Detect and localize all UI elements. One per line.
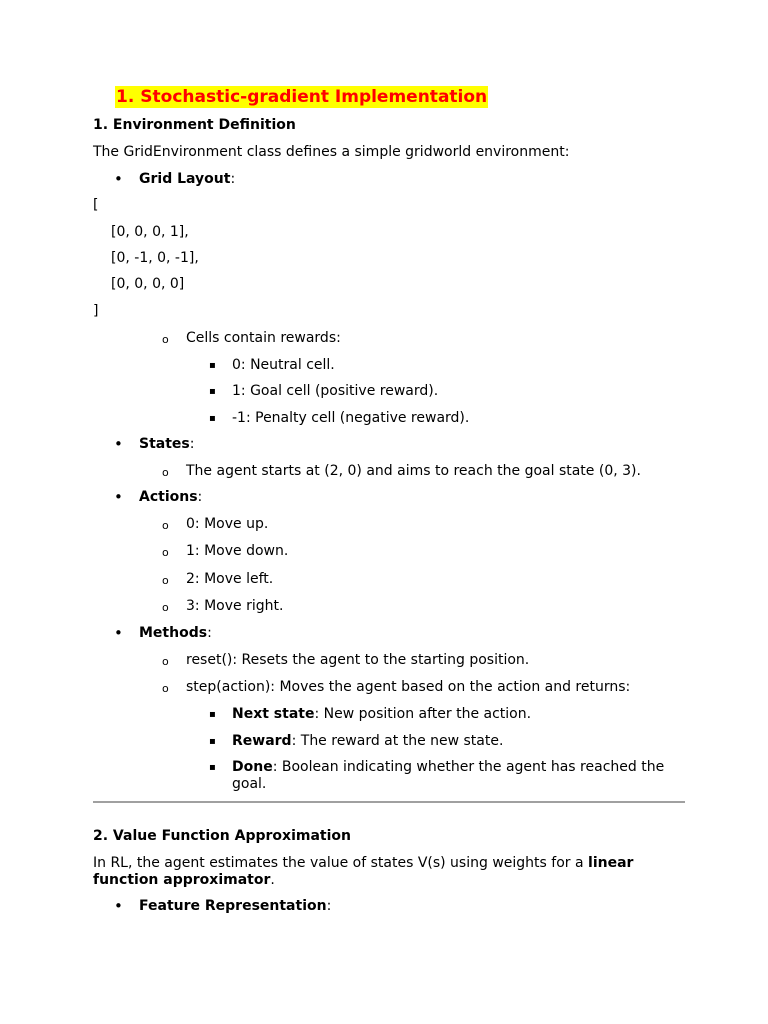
list-item: 0: Move up.: [186, 516, 269, 532]
return-text: : Boolean indicating whether the agent has reached the: [272, 759, 665, 775]
title-text: Stochastic-gradient Implementation: [140, 87, 488, 107]
grid-row: [0, 0, 0, 1],: [111, 224, 189, 240]
section-heading-value-function: 2. Value Function Approximation: [93, 828, 351, 844]
bullet-square: ▪: [209, 736, 216, 747]
grid-row: [0, 0, 0, 0]: [111, 276, 185, 292]
feature-label: Feature Representation: [139, 898, 327, 914]
horizontal-divider: [93, 801, 685, 803]
colon: :: [326, 898, 332, 914]
list-item-continuation: goal.: [232, 776, 267, 792]
states-label: States: [139, 436, 190, 452]
states-item: [139, 436, 194, 453]
bullet-circle: o: [162, 466, 169, 479]
methods-item: [139, 625, 212, 642]
bullet-circle: o: [162, 682, 169, 695]
return-label: Done: [232, 759, 273, 775]
return-label: Next state: [232, 706, 315, 722]
actions-item: [139, 489, 202, 506]
return-label: Reward: [232, 733, 292, 749]
list-item: [232, 733, 503, 750]
intro-bold: linear: [588, 855, 634, 871]
bullet-circle: o: [162, 655, 169, 668]
bullet-circle: o: [162, 519, 169, 532]
bullet-disc: •: [114, 170, 123, 188]
grid-layout-item: [139, 171, 235, 188]
bullet-disc: •: [114, 897, 123, 915]
list-item: -1: Penalty cell (negative reward).: [232, 410, 470, 426]
bullet-square: ▪: [209, 413, 216, 424]
return-text: : The reward at the new state.: [291, 733, 504, 749]
list-item: 1: Move down.: [186, 543, 289, 559]
section-intro: The GridEnvironment class defines a simple gridworld environment:: [93, 144, 570, 160]
bullet-circle: o: [162, 574, 169, 587]
bullet-disc: •: [114, 624, 123, 642]
list-item: reset(): Resets the agent to the starting position.: [186, 652, 530, 668]
list-item: 1: Goal cell (positive reward).: [232, 383, 439, 399]
bullet-square: ▪: [209, 360, 216, 371]
list-item: [232, 706, 531, 723]
list-item: 2: Move left.: [186, 571, 274, 587]
section2-intro-line1: [93, 855, 633, 872]
grid-layout-label: Grid Layout: [139, 171, 231, 187]
bullet-square: ▪: [209, 762, 216, 773]
cells-contain-text: Cells contain rewards:: [186, 330, 341, 346]
list-item: step(action): Moves the agent based on the action and returns:: [186, 679, 631, 695]
bullet-disc: •: [114, 488, 123, 506]
list-item: 3: Move right.: [186, 598, 284, 614]
title-number: 1.: [116, 87, 135, 107]
bullet-circle: o: [162, 601, 169, 614]
intro-text: In RL, the agent estimates the value of states V(s) using weights for a: [93, 855, 589, 871]
intro-end: .: [270, 872, 275, 888]
colon: :: [189, 436, 195, 452]
return-text: : New position after the action.: [314, 706, 532, 722]
colon: :: [197, 489, 203, 505]
section2-intro-line2: [93, 872, 275, 889]
methods-label: Methods: [139, 625, 208, 641]
bullet-square: ▪: [209, 386, 216, 397]
bullet-square: ▪: [209, 709, 216, 720]
document-title: [115, 86, 488, 108]
bullet-circle: o: [162, 333, 169, 346]
grid-row: [0, -1, 0, -1],: [111, 250, 199, 266]
states-text: The agent starts at (2, 0) and aims to reach the goal state (0, 3).: [186, 463, 641, 479]
bullet-circle: o: [162, 546, 169, 559]
intro-bold: function approximator: [93, 872, 271, 888]
list-item: [232, 759, 664, 776]
actions-label: Actions: [139, 489, 198, 505]
list-item: 0: Neutral cell.: [232, 357, 335, 373]
grid-open-bracket: [: [93, 197, 99, 213]
feature-representation-item: [139, 898, 331, 915]
grid-close-bracket: ]: [93, 303, 99, 319]
colon: :: [230, 171, 236, 187]
bullet-disc: •: [114, 435, 123, 453]
section-heading-environment: 1. Environment Definition: [93, 117, 296, 133]
colon: :: [207, 625, 212, 641]
